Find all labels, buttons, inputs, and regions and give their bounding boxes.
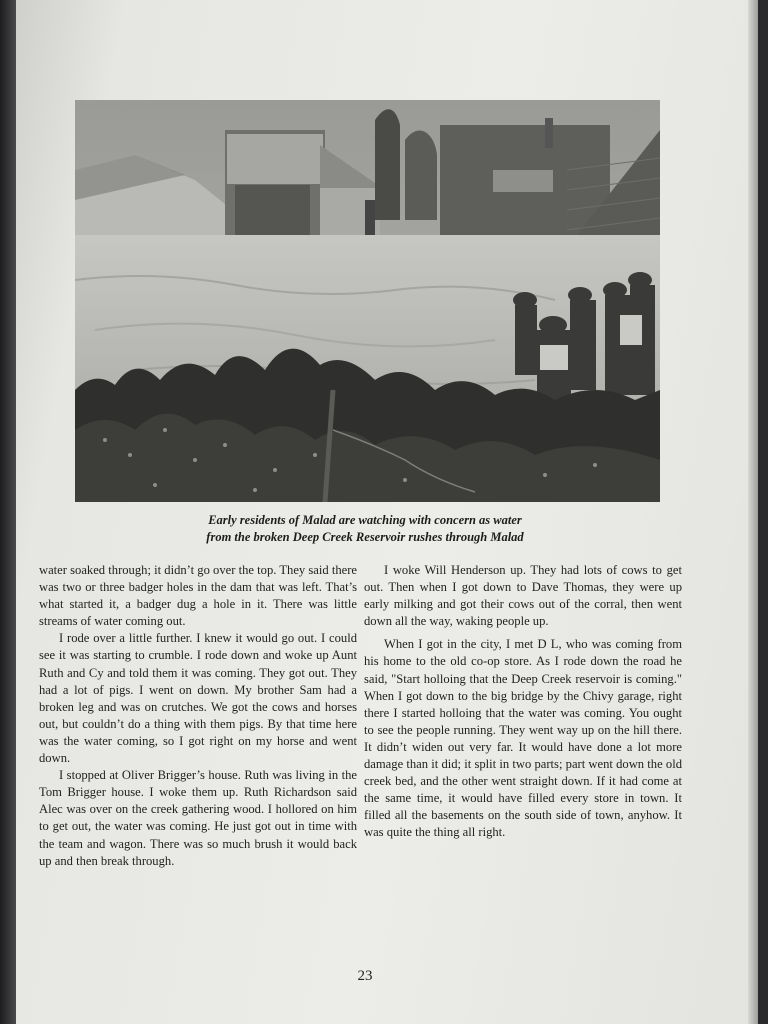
caption-line-1: Early residents of Malad are watching with concern as water [208, 513, 522, 527]
paragraph: I woke Will Henderson up. They had lots of cows to get out. Then when I got down to Dave Thomas, they were up early milking and got their cows out of the corral, then went down all the way, waking people up. [364, 563, 682, 629]
paragraph: When I got in the city, I met D L, who was coming from his home to the old co-op store. As I rode down the road he said, "Start holloing that the Deep Creek reservoir is coming." When I got down to the big bridge by the Chivy garage, right there I started holloing that the water was coming. You ought to see the people running. They went way up on the hill there. It didn’t widen out very far. It would have done a lot more damage than it did; it split in two parts; part went down the old creek bed, and the other went straight down. If it had come at the same time, it would have filled every store in town. It filled all the basements on the south side of town, anyhow. It was quite the thing all right. [364, 637, 682, 840]
paragraph: water soaked through; it didn’t go over the top. They said there was two or three badger holes in the dam that was left. That’s what started it, a badger dug a hole in it. There was little streams of water coming out. [39, 563, 357, 629]
right-text-column [364, 562, 682, 842]
caption-line-2: from the broken Deep Creek Reservoir rushes through Malad [206, 530, 524, 544]
page-number: 23 [357, 968, 373, 984]
binding-shadow [0, 0, 16, 1024]
flood-scene-image [75, 100, 660, 502]
photo-caption [100, 512, 630, 546]
left-text-column [39, 562, 357, 870]
paragraph: I rode over a little further. I knew it would go out. I could see it was starting to crumble. I rode down and woke up Aunt Ruth and Cy and told them it was coming. They got out. They had a lot of pigs. I went on down. My brother Sam had a broken leg and was on crutches. We got the cows and horses out, but couldn’t do a thing with them pigs. By that time here was the water coming, so I got right on my horse and went down. [39, 631, 357, 766]
flood-photograph [75, 100, 660, 502]
page-edge [748, 0, 758, 1024]
paragraph: I stopped at Oliver Brigger’s house. Ruth was living in the Tom Brigger house. I woke them up. Ruth Richardson said Alec was over on the creek gathering wood. I hollored on him to get out, the water was coming. He just got out in time with the team and wagon. There was so much brush it would back up and then break through. [39, 768, 357, 868]
